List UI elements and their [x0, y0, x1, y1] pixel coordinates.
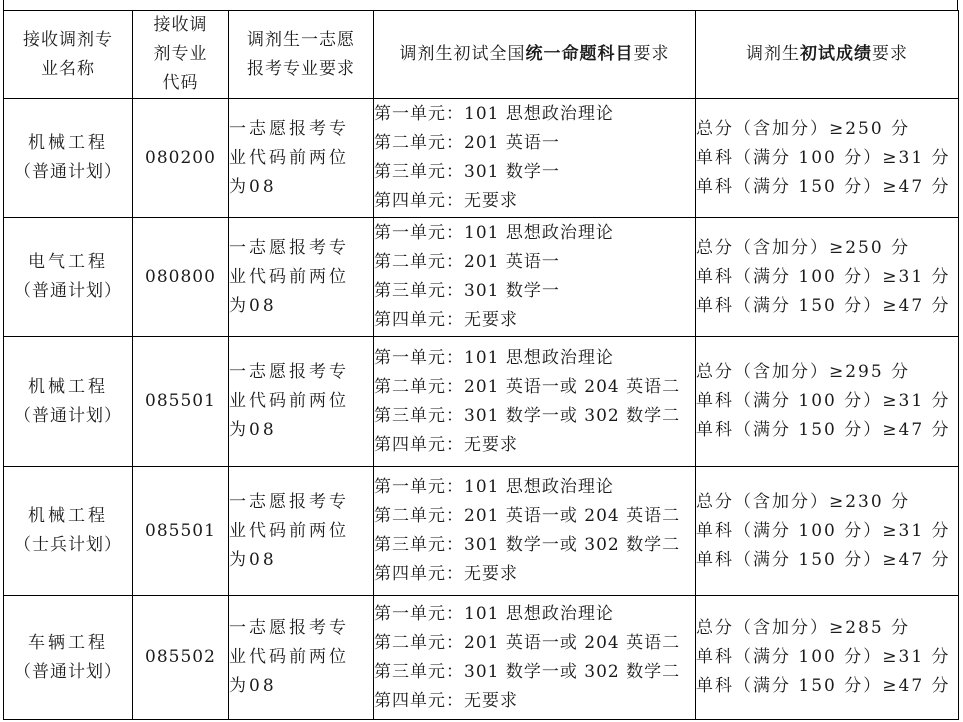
score-requirements-cell: 总分（含加分）≥285 分 单科（满分 100 分）≥31 分 单科（满分 150 分）≥47 分 — [696, 596, 959, 720]
header-exam-subjects: 调剂生初试全国统一命题科目要求 — [374, 11, 696, 99]
major-name-cell: 电气工程 （普通计划） — [4, 218, 133, 337]
major-code-cell: 085501 — [133, 337, 229, 467]
header-score-requirements: 调剂生初试成绩要求 — [696, 11, 959, 99]
exam-subjects-cell: 第一单元：101 思想政治理论 第二单元：201 英语一或 204 英语二 第三单元：301 数学一或 302 数学二 第四单元：无要求 — [374, 467, 696, 596]
major-code-cell: 080200 — [133, 99, 229, 218]
header-row — [4, 11, 959, 99]
first-choice-requirement-cell: 一志愿报考专 业代码前两位 为08 — [229, 596, 374, 720]
table-top-stub — [957, 0, 958, 10]
major-code-cell: 080800 — [133, 218, 229, 337]
table-row — [4, 99, 959, 218]
first-choice-requirement-cell: 一志愿报考专 业代码前两位 为08 — [229, 218, 374, 337]
exam-subjects-cell: 第一单元：101 思想政治理论 第二单元：201 英语一 第三单元：301 数学一 第四单元：无要求 — [374, 99, 696, 218]
header-major-code: 接收调 剂专业 代码 — [133, 11, 229, 99]
header-first-choice-requirement: 调剂生一志愿 报考专业要求 — [229, 11, 374, 99]
score-requirements-cell: 总分（含加分）≥250 分 单科（满分 100 分）≥31 分 单科（满分 150 分）≥47 分 — [696, 218, 959, 337]
table-row — [4, 596, 959, 720]
exam-subjects-cell: 第一单元：101 思想政治理论 第二单元：201 英语一 第三单元：301 数学一 第四单元：无要求 — [374, 218, 696, 337]
exam-subjects-cell: 第一单元：101 思想政治理论 第二单元：201 英语一或 204 英语二 第三单元：301 数学一或 302 数学二 第四单元：无要求 — [374, 596, 696, 720]
table-row — [4, 467, 959, 596]
major-name-cell: 机械工程 （普通计划） — [4, 337, 133, 467]
table-row — [4, 218, 959, 337]
first-choice-requirement-cell: 一志愿报考专 业代码前两位 为08 — [229, 99, 374, 218]
major-name-cell: 机械工程 （士兵计划） — [4, 467, 133, 596]
table-top-stub — [3, 0, 4, 10]
major-code-cell: 085501 — [133, 467, 229, 596]
header-major-name: 接收调剂专 业名称 — [4, 11, 133, 99]
major-name-cell: 车辆工程 （普通计划） — [4, 596, 133, 720]
major-name-cell: 机械工程 （普通计划） — [4, 99, 133, 218]
table-row — [4, 337, 959, 467]
score-requirements-cell: 总分（含加分）≥295 分 单科（满分 100 分）≥31 分 单科（满分 150 分）≥47 分 — [696, 337, 959, 467]
score-requirements-cell: 总分（含加分）≥230 分 单科（满分 100 分）≥31 分 单科（满分 150 分）≥47 分 — [696, 467, 959, 596]
first-choice-requirement-cell: 一志愿报考专 业代码前两位 为08 — [229, 337, 374, 467]
first-choice-requirement-cell: 一志愿报考专 业代码前两位 为08 — [229, 467, 374, 596]
exam-subjects-cell: 第一单元：101 思想政治理论 第二单元：201 英语一或 204 英语二 第三单元：301 数学一或 302 数学二 第四单元：无要求 — [374, 337, 696, 467]
major-code-cell: 085502 — [133, 596, 229, 720]
adjustment-requirements-table — [3, 10, 959, 720]
score-requirements-cell: 总分（含加分）≥250 分 单科（满分 100 分）≥31 分 单科（满分 150 分）≥47 分 — [696, 99, 959, 218]
